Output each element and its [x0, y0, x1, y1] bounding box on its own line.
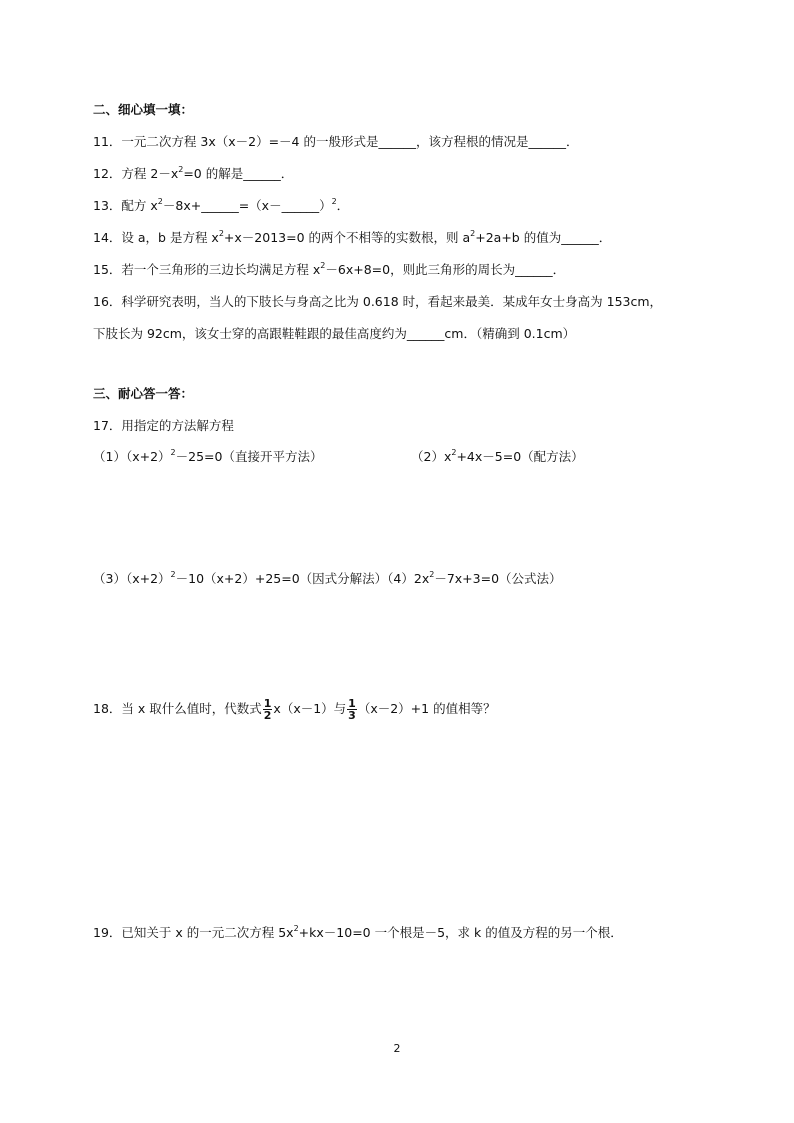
question-16-line-2: 下肢长为 92cm，该女士穿的高跟鞋鞋跟的最佳高度约为______cm．（精确到 0.1cm）	[93, 326, 576, 341]
q17-1-text-b: －25=0（直接开平方法）	[175, 449, 323, 464]
q13-text-b: －8x+______=（x－______）	[162, 198, 332, 213]
q12-text-a: 12．方程 2－x	[93, 166, 179, 181]
q12-text-b: =0 的解是______．	[183, 166, 294, 181]
q17-4-text-c: －7x+3=0（公式法）	[434, 571, 562, 586]
superscript: 2	[470, 229, 476, 238]
q19-text-a: 19．已知关于 x 的一元二次方程 5x	[93, 925, 294, 940]
superscript: 2	[178, 165, 184, 174]
q13-text-c: ．	[336, 198, 350, 213]
fraction-denominator: 3	[348, 709, 356, 722]
superscript: 2	[451, 448, 457, 457]
question-17-part-1	[93, 448, 322, 466]
q13-text-a: 13．配方 x	[93, 198, 158, 213]
q18-text-b: x（x－1）与	[273, 701, 347, 716]
superscript: 2	[170, 448, 176, 457]
q17-3-text-b: －10（x+2）+25=0（因式分解法）（4）2x	[175, 571, 430, 586]
fraction-one-third	[347, 698, 357, 721]
q17-1-text-a: （1）（x+2）	[93, 449, 171, 464]
question-18	[93, 698, 496, 721]
question-17-part-2	[411, 448, 584, 466]
fraction-denominator: 2	[263, 709, 272, 722]
q18-text-a: 18．当 x 取什么值时，代数式	[93, 701, 262, 716]
q15-text-b: －6x+8=0，则此三角形的周长为______．	[325, 262, 566, 277]
fraction-numerator: 1	[263, 697, 272, 710]
page-number: 2	[393, 1042, 401, 1055]
superscript: 2	[157, 197, 163, 206]
q17-2-text-b: +4x－5=0（配方法）	[456, 449, 584, 464]
question-16-line-1: 16．科学研究表明，当人的下肢长与身高之比为 0.618 时，看起来最美．某成年女士身高为 153cm，	[93, 294, 663, 309]
section-2-heading: 二、细心填一填：	[93, 102, 194, 117]
q14-text-c: +2a+b 的值为______．	[475, 230, 612, 245]
q17-3-text-a: （3）（x+2）	[93, 571, 171, 586]
superscript: 2	[331, 197, 337, 206]
question-14	[93, 229, 611, 247]
question-12	[93, 165, 293, 183]
superscript: 2	[320, 261, 326, 270]
section-3-heading: 三、耐心答一答：	[93, 386, 194, 401]
q19-text-b: +kx－10=0 一个根是－5，求 k 的值及方程的另一个根．	[298, 925, 623, 940]
question-17: 17．用指定的方法解方程	[93, 418, 234, 433]
question-19	[93, 924, 623, 942]
question-17-parts-3-4	[93, 570, 562, 588]
superscript: 2	[429, 570, 435, 579]
q14-text-b: +x－2013=0 的两个不相等的实数根，则 a	[223, 230, 471, 245]
question-13	[93, 197, 349, 215]
question-11: 11．一元二次方程 3x（x－2）=－4 的一般形式是______，该方程根的情况是______．	[93, 134, 579, 149]
q15-text-a: 15．若一个三角形的三边长均满足方程 x	[93, 262, 321, 277]
fraction-one-half	[263, 698, 273, 721]
superscript: 2	[218, 229, 224, 238]
q17-2-text-a: （2）x	[411, 449, 452, 464]
q14-text-a: 14．设 a，b 是方程 x	[93, 230, 219, 245]
question-15	[93, 261, 565, 279]
superscript: 2	[170, 570, 176, 579]
fraction-numerator: 1	[348, 697, 356, 710]
q18-text-c: （x－2）+1 的值相等？	[357, 701, 496, 716]
superscript: 2	[293, 924, 299, 933]
